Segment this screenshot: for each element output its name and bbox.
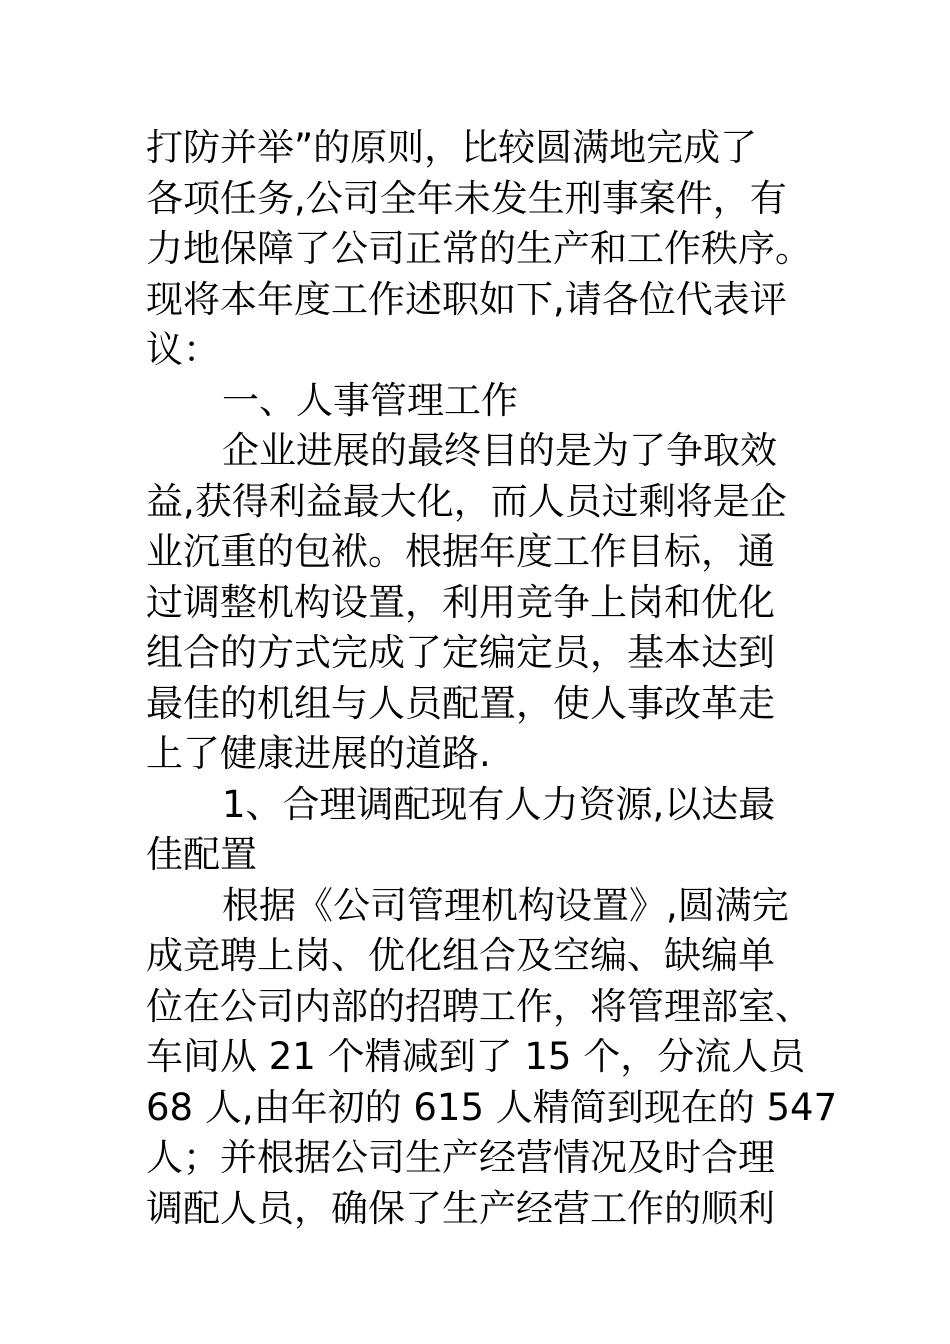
text-line: 人；并根据公司生产经营情况及时合理 xyxy=(146,1136,775,1179)
text-line: 过调整机构设置，利用竞争上岗和优化 xyxy=(146,580,775,624)
text-line: 佳配置 xyxy=(146,833,257,876)
text-line: 位在公司内部的招聘工作，将管理部室、 xyxy=(146,984,812,1028)
text-line: 上了健康进展的道路. xyxy=(146,732,491,775)
text-line: 成竞聘上岗、优化组合及空编、缺编单 xyxy=(146,934,775,977)
text-line: 最佳的机组与人员配置，使人事改革走 xyxy=(146,681,775,725)
text-line: 力地保障了公司正常的生产和工作秩序。 xyxy=(146,227,812,270)
document-body xyxy=(146,123,846,1234)
text-line: 调配人员，确保了生产经营工作的顺利 xyxy=(146,1186,775,1230)
text-line: 业沉重的包袱。根据年度工作目标，通 xyxy=(146,530,775,573)
paragraph-start-line: 企业进展的最终目的是为了争取效 xyxy=(222,429,777,472)
text-line: 打防并举”的原则，比较圆满地完成了 xyxy=(146,126,758,169)
subsection-heading: 1、合理调配现有人力资源,以达最 xyxy=(222,782,776,826)
text-line: 车间从 21 个精减到了 15 个，分流人员 xyxy=(146,1035,806,1078)
text-line: 现将本年度工作述职如下,请各位代表评 xyxy=(146,277,787,321)
paragraph-start-line: 根据《公司管理机构设置》,圆满完 xyxy=(222,883,789,927)
text-line: 各项任务,公司全年未发生刑事案件，有 xyxy=(146,176,787,220)
text-line: 68 人,由年初的 615 人精简到现在的 547 xyxy=(146,1085,838,1129)
text-line: 组合的方式完成了定编定员，基本达到 xyxy=(146,631,775,674)
text-line: 议： xyxy=(146,328,220,371)
text-line: 益,获得利益最大化，而人员过剩将是企 xyxy=(146,479,787,523)
section-heading: 一、人事管理工作 xyxy=(222,378,518,422)
